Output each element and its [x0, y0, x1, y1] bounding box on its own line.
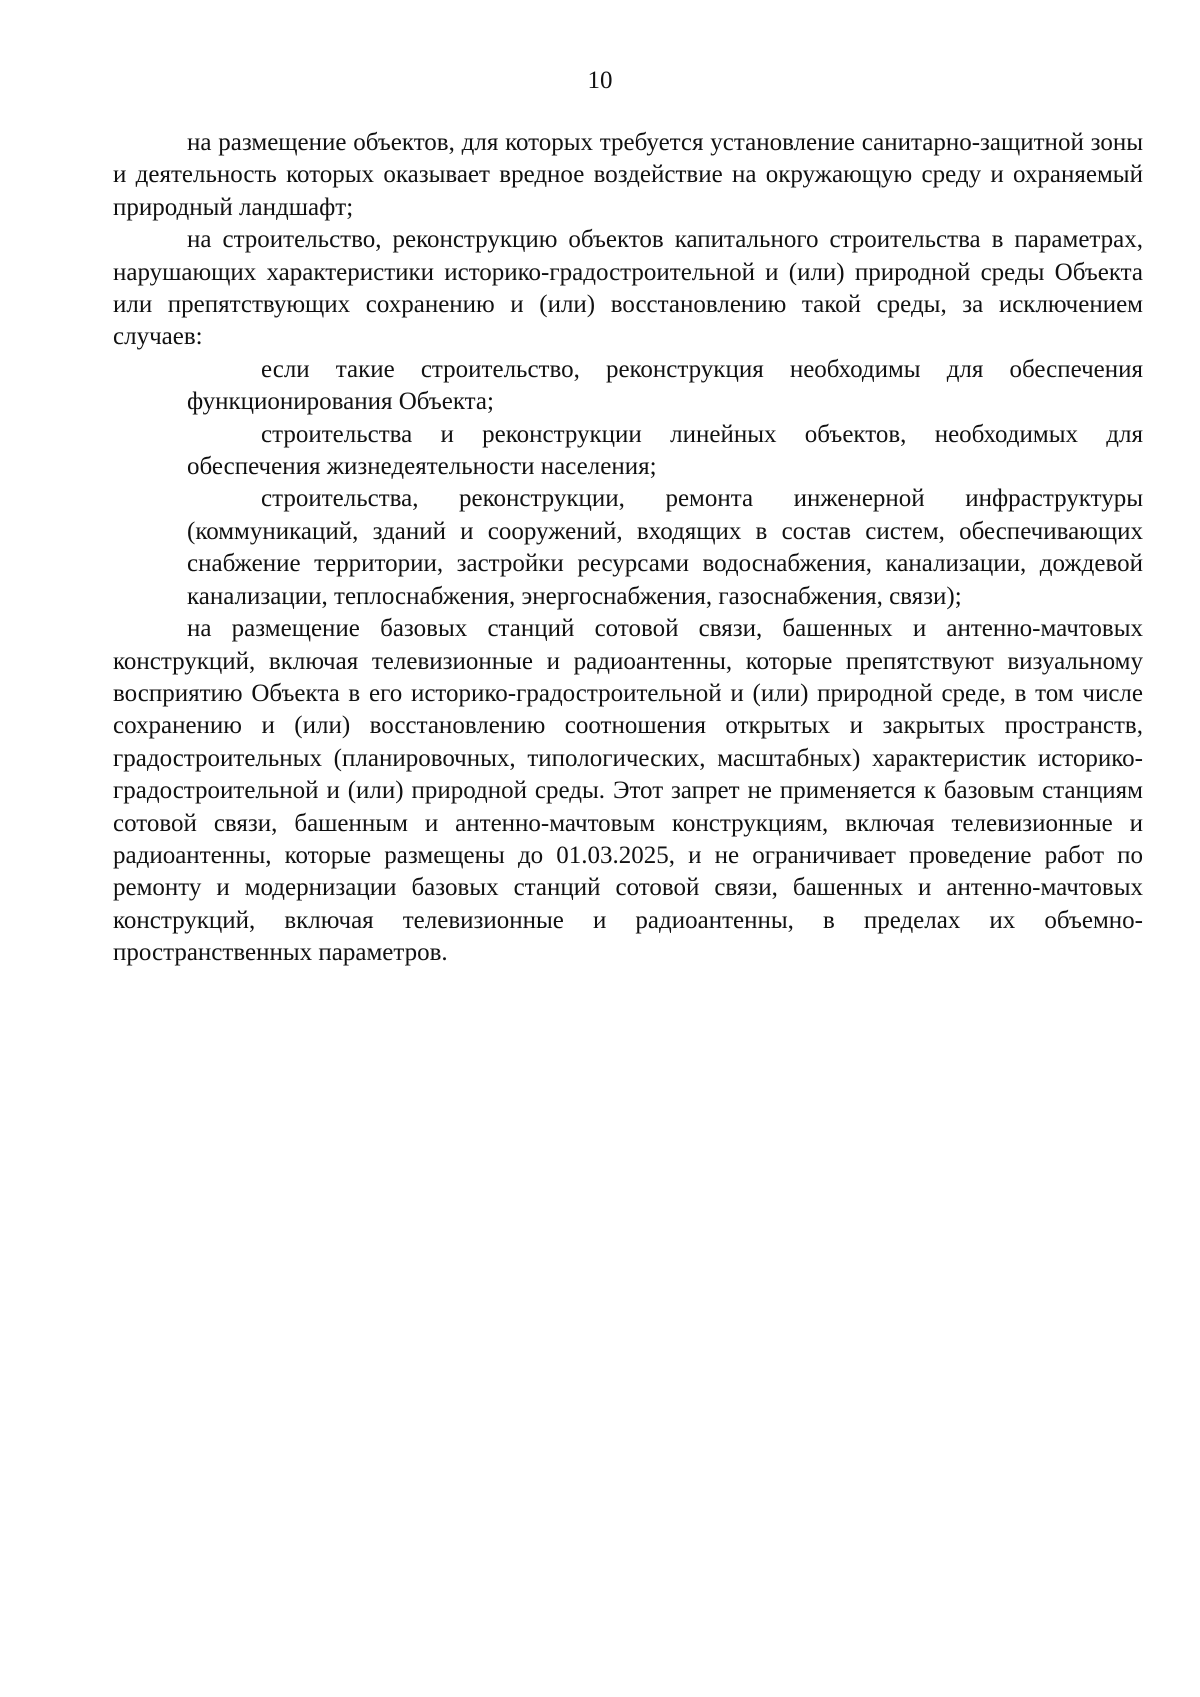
exception-item-infrastructure: строительства, реконструкции, ремонта инженерной инфраструктуры (коммуникаций, зданий и сооружений, входящих в состав систем, обеспечивающих снабжение территории, застройки ресурсами водоснабжения, канализации, дождевой канализации, теплоснабжения, энергоснабжения, газоснабжения, связи); [187, 485, 1143, 610]
paragraph-construction: на строительство, реконструкцию объектов капитального строительства в параметрах, нарушающих характеристики историко-градостроительной и (или) природной среды Объекта или препятствующих сохранению и (или) восстановлению такой среды, за исключением случаев: [113, 226, 1143, 351]
page-number: 10 [587, 67, 613, 94]
document-body [113, 127, 1143, 970]
paragraph-cellular-stations: на размещение базовых станций сотовой связи, башенных и антенно-мачтовых конструкций, включая телевизионные и радиоантенны, которые препятствуют визуальному восприятию Объекта в его историко-градостроительной и (или) природной среде, в том числе сохранению и (или) восстановлению соотношения открытых и закрытых пространств, градостроительных (планировочных, типологических, масштабных) характеристик историко-градостроительной и (или) природной среды. Этот запрет не применяется к базовым станциям сотовой связи, башенным и антенно-мачтовым конструкциям, включая телевизионные и радиоантенны, которые размещены до 01.03.2025, и не ограничивает проведение работ по ремонту и модернизации базовых станций сотовой связи, башенных и антенно-мачтовых конструкций, включая телевизионные и радиоантенны, в пределах их объемно-пространственных параметров. [113, 615, 1143, 967]
exception-item-linear-objects: строительства и реконструкции линейных объектов, необходимых для обеспечения жизнедеятельности населения; [187, 420, 1143, 481]
paragraph-sanitary-zone: на размещение объектов, для которых требуется установление санитарно-защитной зоны и деятельность которых оказывает вредное воздействие на окружающую среду и охраняемый природный ландшафт; [113, 129, 1143, 221]
exception-item-functioning: если такие строительство, реконструкция необходимы для обеспечения функционирования Объекта; [187, 355, 1143, 416]
